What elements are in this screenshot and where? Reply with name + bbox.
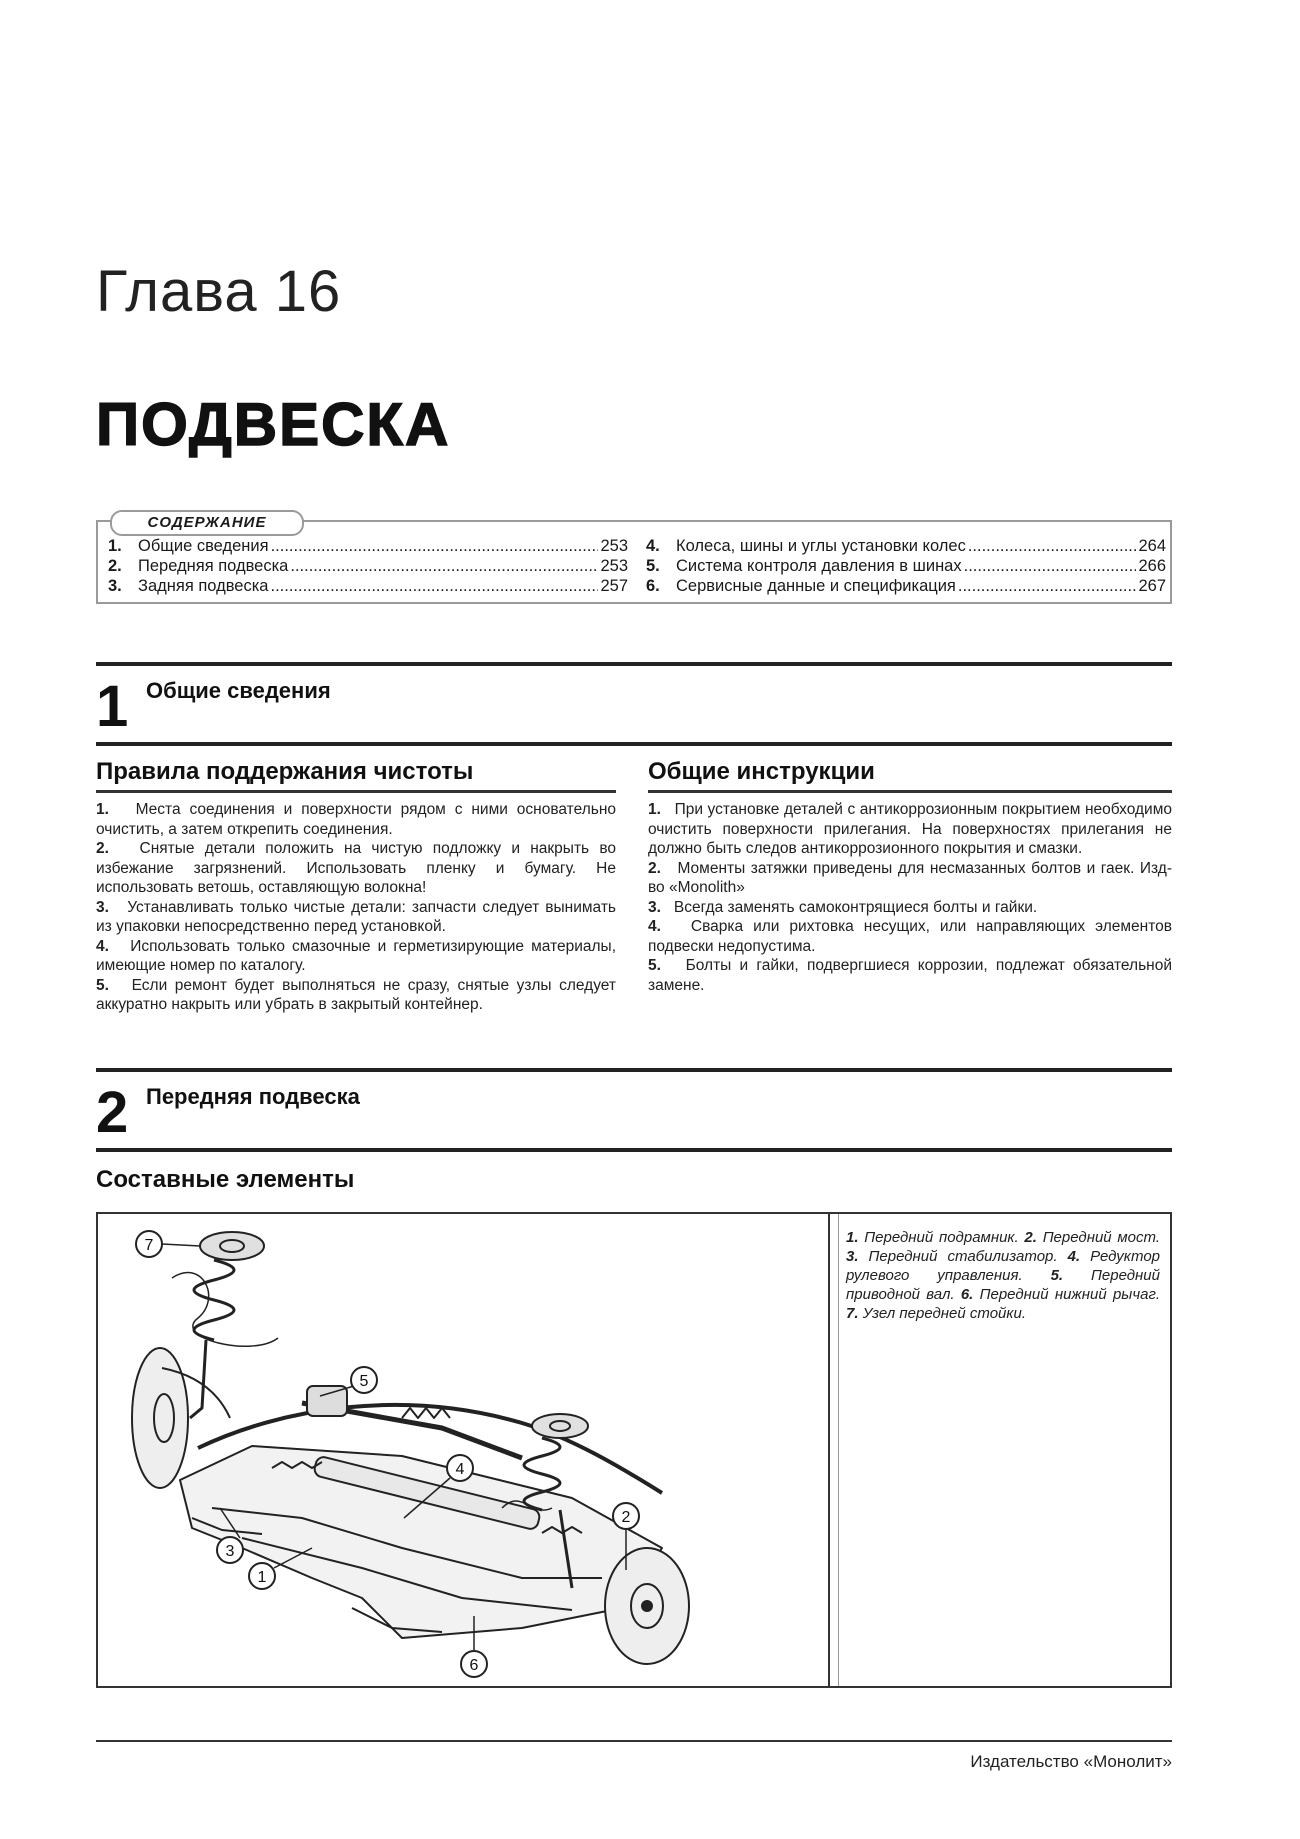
caption-number: 3. bbox=[846, 1248, 859, 1265]
toc-entry-page: 257 bbox=[600, 577, 628, 595]
table-of-contents bbox=[96, 514, 1172, 604]
section-1-number: 1 bbox=[96, 674, 129, 739]
caption-text: Передний подрамник. bbox=[864, 1229, 1019, 1246]
toc-leader-dots bbox=[958, 576, 1136, 596]
toc-entry-page: 253 bbox=[600, 537, 628, 555]
section-1-top-rule bbox=[96, 662, 1172, 666]
caption-entry bbox=[846, 1229, 1019, 1246]
caption-number: 7. bbox=[846, 1305, 859, 1322]
list-item bbox=[648, 800, 1172, 859]
list-item-number: 4. bbox=[648, 918, 661, 935]
list-item-number: 5. bbox=[648, 957, 661, 974]
cleanliness-rules-list bbox=[96, 800, 616, 1015]
list-item bbox=[648, 859, 1172, 898]
callout-label: 6 bbox=[469, 1657, 479, 1674]
callout-label: 5 bbox=[359, 1373, 369, 1390]
toc-right-column bbox=[646, 536, 1166, 596]
list-item-number: 3. bbox=[96, 898, 109, 916]
toc-entry-number: 1. bbox=[108, 537, 122, 555]
callout-label: 4 bbox=[455, 1461, 465, 1478]
caption-text: Передний нижний рычаг. bbox=[979, 1286, 1161, 1303]
list-item-number: 1. bbox=[648, 801, 661, 818]
toc-entry-number: 3. bbox=[108, 577, 122, 595]
list-item-text: Если ремонт будет выполняться не сразу, снятые узлы следует аккуратно накрыть или убрать в закрытый контейнер. bbox=[96, 976, 616, 1013]
section-1-title: Общие сведения bbox=[146, 678, 331, 703]
page bbox=[96, 0, 1172, 1839]
section-2-bottom-rule bbox=[96, 1148, 1172, 1152]
cleanliness-heading: Правила поддержания чистоты bbox=[96, 758, 474, 785]
list-item-number: 4. bbox=[96, 937, 109, 955]
caption-number: 2. bbox=[1024, 1229, 1037, 1246]
caption-number: 6. bbox=[960, 1286, 974, 1303]
toc-left-column bbox=[108, 536, 628, 596]
toc-entry-page: 266 bbox=[1138, 557, 1166, 575]
caption-text: Узел передней стойки. bbox=[862, 1305, 1026, 1322]
list-item bbox=[96, 937, 616, 976]
list-item-number: 5. bbox=[96, 976, 109, 994]
callout-label: 1 bbox=[257, 1569, 267, 1586]
caption-text: Передний приводной вал. bbox=[846, 1267, 1160, 1303]
cleanliness-heading-rule bbox=[96, 790, 616, 793]
toc-entry-page: 253 bbox=[600, 557, 628, 575]
toc-entry[interactable] bbox=[108, 556, 628, 576]
general-instructions-heading-rule bbox=[648, 790, 1172, 793]
list-item-number: 3. bbox=[648, 898, 661, 916]
caption-number: 4. bbox=[1067, 1248, 1081, 1265]
list-item-text: Сварка или рихтовка несущих, или направляющих элементов подвески недопустима. bbox=[648, 918, 1172, 955]
section-2-top-rule bbox=[96, 1068, 1172, 1072]
toc-leader-dots bbox=[968, 536, 1136, 556]
figure-caption bbox=[846, 1228, 1160, 1323]
toc-entry-number: 6. bbox=[646, 577, 660, 595]
caption-text: Передний мост. bbox=[1042, 1229, 1161, 1246]
list-item-text: Снятые детали положить на чистую подложку и накрыть во избежание загрязнений. Использовать пленку и бумагу. Не использовать ветошь, оставляющую волокна! bbox=[96, 840, 616, 896]
list-item-text: Устанавливать только чистые детали: запчасти следует вынимать из упаковки непосредственно перед установкой. bbox=[96, 898, 617, 935]
caption-text: Передний стабилизатор. bbox=[868, 1248, 1058, 1265]
front-suspension-figure bbox=[96, 1212, 1172, 1688]
list-item bbox=[648, 917, 1172, 956]
section-2-number: 2 bbox=[96, 1080, 129, 1145]
callout-7 bbox=[136, 1231, 200, 1257]
front-suspension-diagram bbox=[102, 1218, 824, 1684]
figure-divider bbox=[828, 1214, 830, 1686]
callout-label: 7 bbox=[144, 1237, 154, 1254]
caption-entry bbox=[1024, 1229, 1160, 1246]
list-item bbox=[96, 898, 616, 937]
footer-rule bbox=[96, 1740, 1172, 1742]
list-item-text: Болты и гайки, подвергшиеся коррозии, подлежат обязательной замене. bbox=[648, 957, 1172, 994]
caption-number: 1. bbox=[846, 1229, 859, 1246]
chapter-label: Глава 16 bbox=[96, 259, 342, 324]
general-instructions-list bbox=[648, 800, 1172, 995]
caption-entry bbox=[846, 1248, 1058, 1265]
figure-inner-line bbox=[838, 1214, 839, 1686]
list-item-text: Всегда заменять самоконтрящиеся болты и гайки. bbox=[673, 898, 1038, 916]
chapter-title: ПОДВЕСКА bbox=[96, 391, 451, 458]
caption-text: Редуктор рулевого управления. bbox=[846, 1248, 1161, 1284]
toc-entry-title: Сервисные данные и спецификация bbox=[676, 577, 956, 595]
general-instructions-heading: Общие инструкции bbox=[648, 758, 875, 785]
list-item-number: 2. bbox=[96, 840, 109, 857]
toc-leader-dots bbox=[290, 556, 598, 576]
toc-leader-dots bbox=[270, 576, 598, 596]
list-item bbox=[96, 839, 616, 898]
list-item-text: Места соединения и поверхности рядом с ними основательно очистить, а затем открепить соединения. bbox=[96, 801, 616, 838]
toc-entry-title: Общие сведения bbox=[138, 537, 269, 555]
toc-entry-number: 2. bbox=[108, 557, 122, 575]
list-item-text: Использовать только смазочные и герметизирующие материалы, имеющие номер по каталогу. bbox=[96, 937, 616, 974]
caption-entry bbox=[846, 1305, 1026, 1322]
callout-label: 3 bbox=[225, 1543, 235, 1560]
toc-leader-dots bbox=[964, 556, 1136, 576]
publisher-name: Издательство «Монолит» bbox=[970, 1752, 1172, 1771]
toc-entry[interactable] bbox=[646, 556, 1166, 576]
toc-entry-title: Колеса, шины и углы установки колес bbox=[676, 537, 966, 555]
callout-label: 2 bbox=[621, 1509, 631, 1526]
toc-entry-page: 267 bbox=[1138, 577, 1166, 595]
list-item bbox=[96, 976, 616, 1015]
caption-number: 5. bbox=[1050, 1267, 1064, 1284]
toc-heading: СОДЕРЖАНИЕ bbox=[110, 510, 304, 536]
toc-entry-title: Задняя подвеска bbox=[138, 577, 269, 595]
toc-entry-title: Система контроля давления в шинах bbox=[676, 557, 962, 575]
toc-entry[interactable] bbox=[108, 536, 628, 556]
toc-entry-title: Передняя подвеска bbox=[138, 557, 289, 575]
toc-entry[interactable] bbox=[646, 576, 1166, 596]
list-item bbox=[648, 898, 1172, 918]
list-item-number: 1. bbox=[96, 801, 109, 818]
section-2-title: Передняя подвеска bbox=[146, 1084, 360, 1109]
list-item-text: При установке деталей с антикоррозионным покрытием необходимо очистить поверхности прилегания. На поверхностях прилегания не должно быть следов антикоррозионного покрытия и смазки. bbox=[648, 801, 1172, 857]
toc-entry-page: 264 bbox=[1138, 537, 1166, 555]
toc-entry-number: 4. bbox=[646, 537, 660, 555]
list-item-text: Моменты затяжки приведены для несмазанных болтов и гаек. Изд-во «Monolith» bbox=[648, 859, 1173, 896]
list-item-number: 2. bbox=[648, 859, 661, 877]
toc-leader-dots bbox=[271, 536, 598, 556]
list-item bbox=[96, 800, 616, 839]
list-item bbox=[648, 956, 1172, 995]
toc-entry[interactable] bbox=[646, 536, 1166, 556]
caption-entry bbox=[961, 1286, 1160, 1303]
toc-entry-number: 5. bbox=[646, 557, 660, 575]
section-1-bottom-rule bbox=[96, 742, 1172, 746]
components-heading: Составные элементы bbox=[96, 1166, 355, 1193]
toc-entry[interactable] bbox=[108, 576, 628, 596]
